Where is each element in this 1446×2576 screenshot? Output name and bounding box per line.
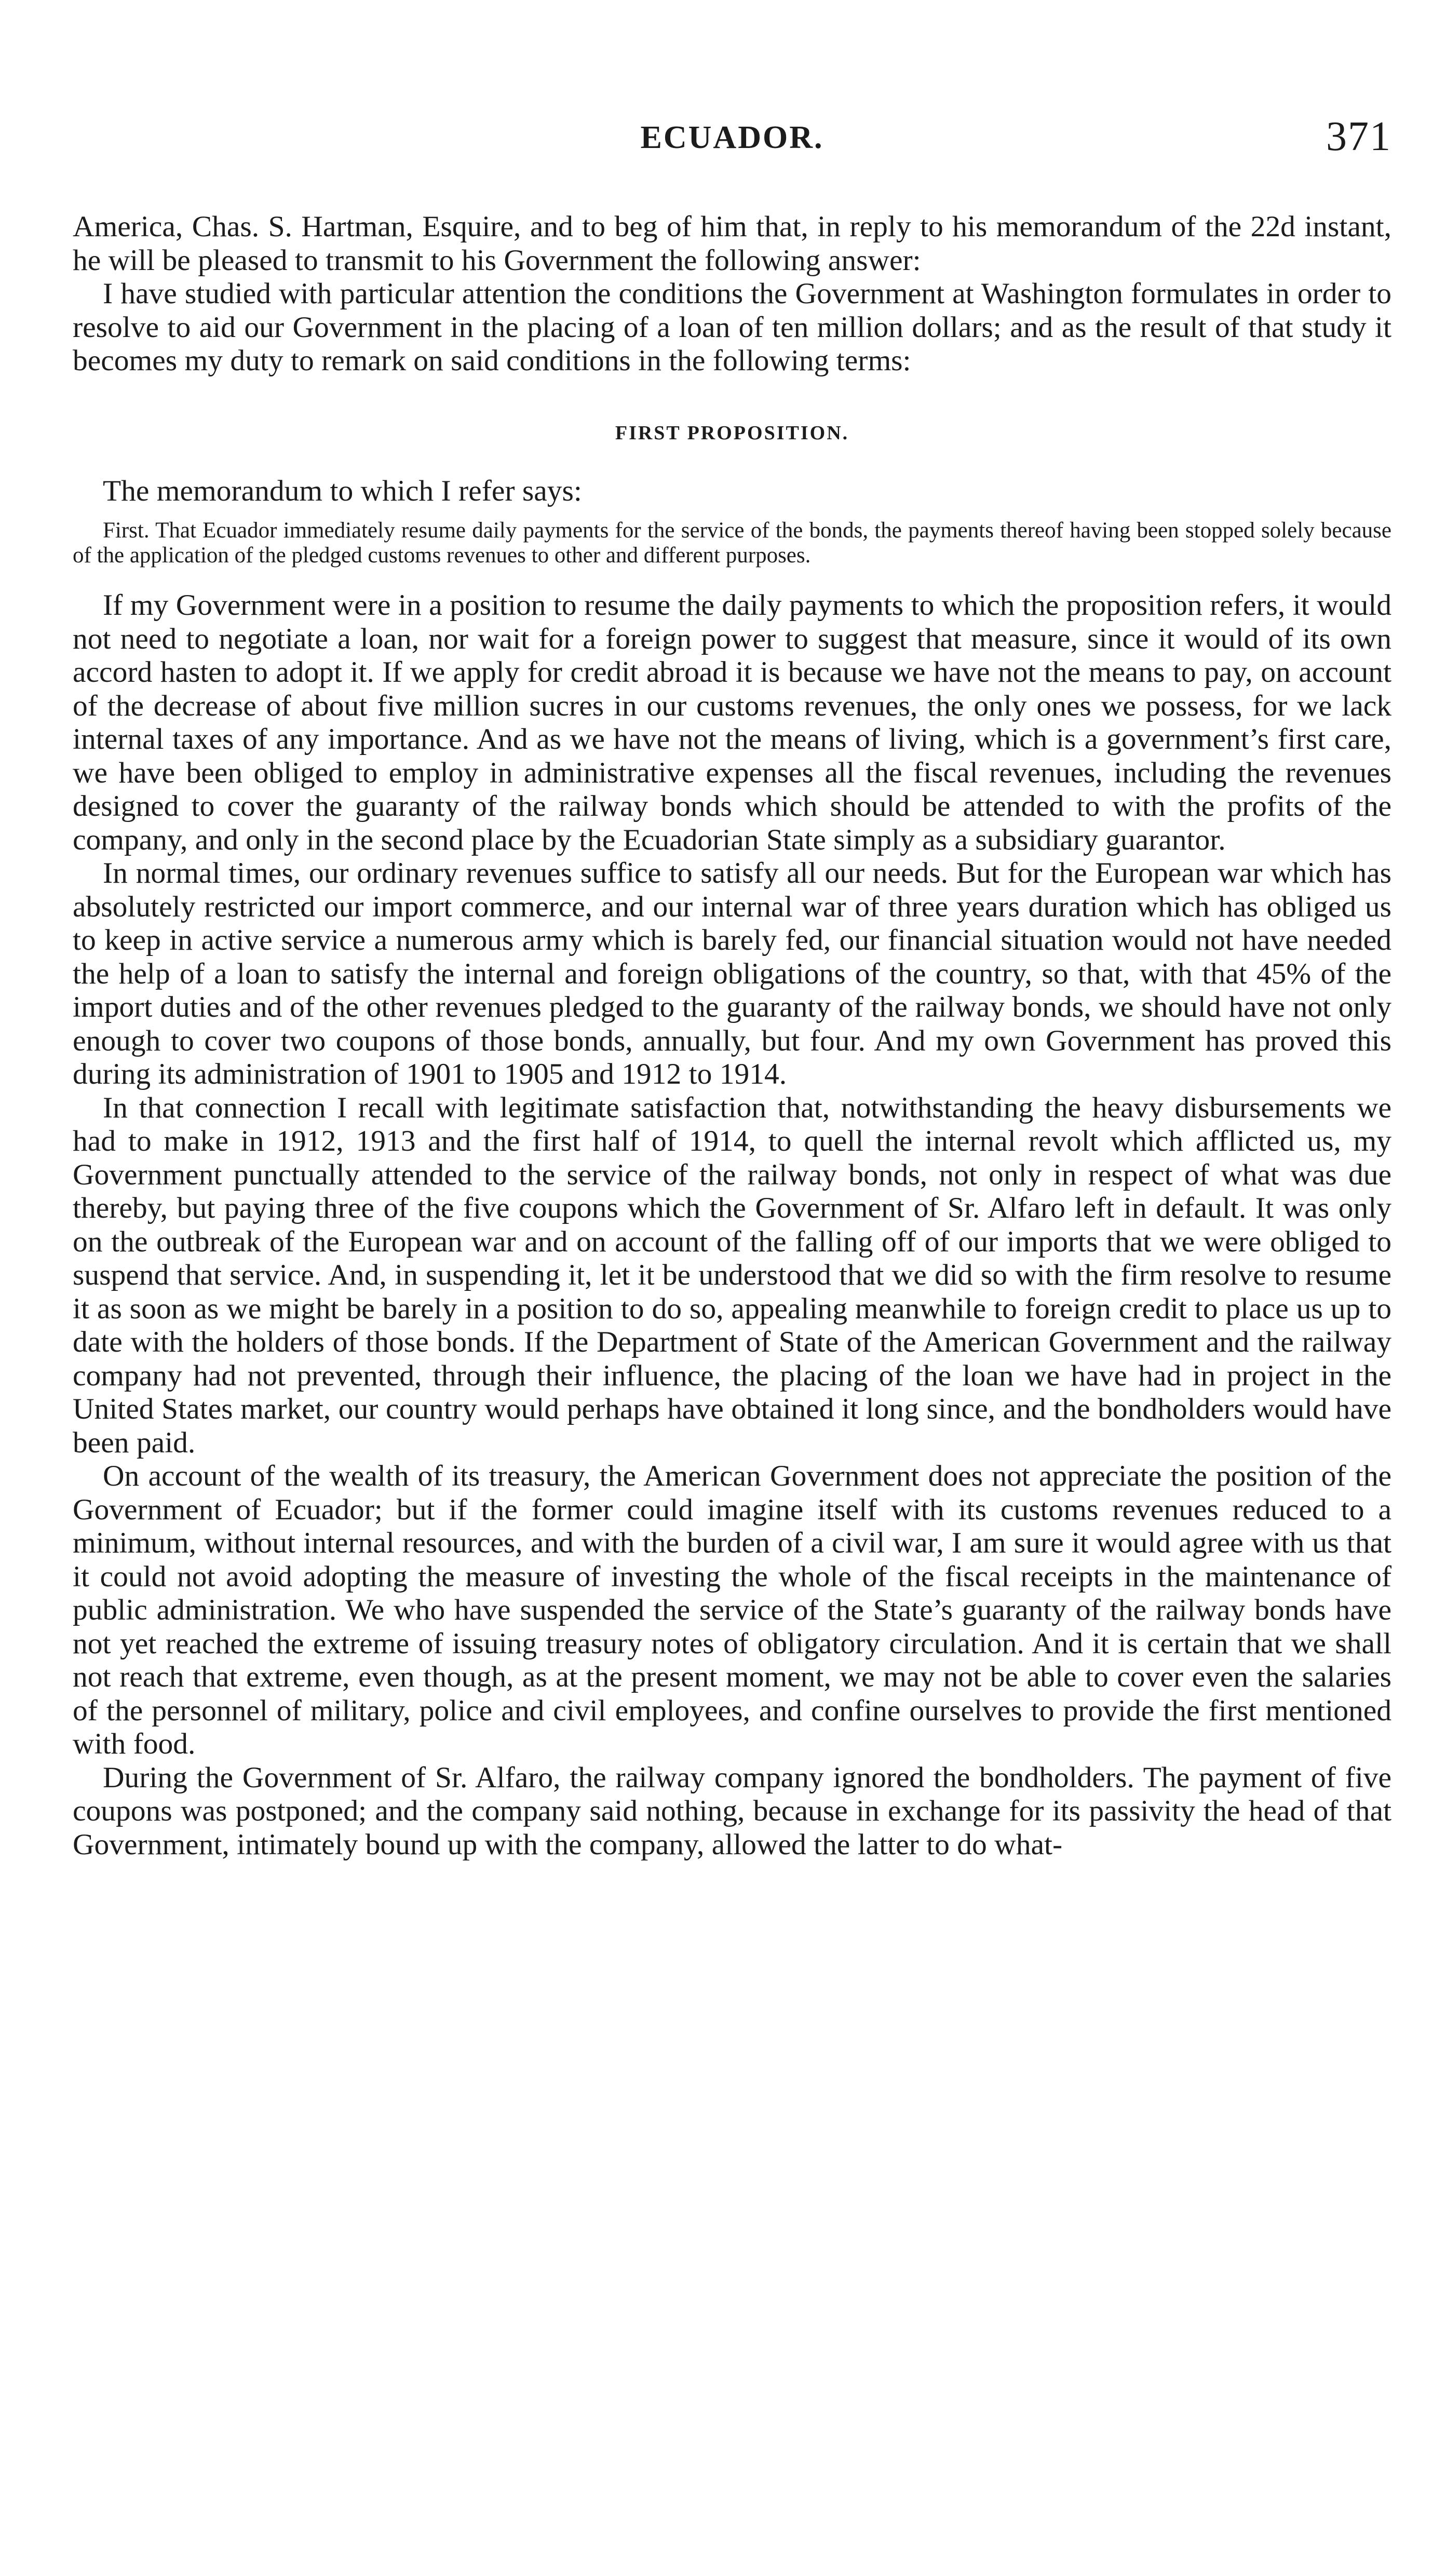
running-head (73, 114, 1391, 166)
section-heading: FIRST PROPOSITION. (615, 422, 849, 444)
quoted-proposition: First. That Ecuador immediately resume daily payments for the service of the bonds, the payments thereof having been stopped solely because of the application of the pledged customs revenues to other and different purposes. (73, 518, 1391, 568)
paragraph-daily-payments: If my Government were in a position to resume the daily payments to which the proposition refers, it would not need to negotiate a loan, nor wait for a foreign power to suggest that measure, since it would of its own accord hasten to adopt it. If we apply for credit abroad it is because we have not the means to pay, on account of the decrease of about five million sucres in our customs revenues, the only ones we possess, for we lack internal taxes of any importance. And as we have not the means of living, which is a government’s first care, we have been obliged to employ in administrative expenses all the fiscal revenues, including the revenues designed to cover the guaranty of the railway bonds which should be attended to with the profits of the company, and only in the second place by the Ecuadorian State simply as a subsidiary guarantor. (73, 589, 1391, 856)
running-title: ECUADOR. (640, 120, 824, 155)
paragraph-legitimate-satisfaction: In that connection I recall with legitimate satisfaction that, notwithstanding the heavy disbursements we had to make in 1912, 1913 and the first half of 1914, to quell the internal revolt which afflicted us, my Government punctually attended to the service of the railway bonds, not only in respect of what was due thereby, but paying three of the five coupons which the Government of Sr. Alfaro left in default. It was only on the outbreak of the European war and on account of the falling off of our imports that we were obliged to suspend that service. And, in suspending it, let it be understood that we did so with the firm resolve to resume it as soon as we might be barely in a position to do so, appealing meanwhile to foreign credit to place us up to date with the holders of those bonds. If the Department of State of the American Government and the railway company had not prevented, through their influence, the placing of the loan we have had in project in the United States market, our country would perhaps have obtained it long since, and the bondholders would have been paid. (73, 1091, 1391, 1459)
paragraph-study-of-conditions: I have studied with particular attention the conditions the Government at Washington formulates in order to resolve to aid our Government in the placing of a loan of ten million dollars; and as the result of that study it becomes my duty to remark on said conditions in the following terms: (73, 277, 1391, 377)
paragraph-alfaro-government: During the Government of Sr. Alfaro, the railway company ignored the bondholders. The payment of five coupons was postponed; and the company said nothing, because in exchange for its passivity the head of that Government, intimately bound up with the company, allowed the latter to do what- (73, 1761, 1391, 1861)
text-block (73, 210, 1391, 1862)
memorandum-intro: The memorandum to which I refer says: (103, 474, 582, 507)
paragraph-continuation: America, Chas. S. Hartman, Esquire, and to beg of him that, in reply to his memorandum of the 22d instant, he will be pleased to transmit to his Government the following answer: (73, 210, 1391, 277)
paragraph-normal-times: In normal times, our ordinary revenues suffice to satisfy all our needs. But for the European war which has absolutely restricted our import commerce, and our internal war of three years duration which has obliged us to keep in active service a numerous army which is barely fed, our financial situation would not have needed the help of a loan to satisfy the internal and foreign obligations of the country, so that, with that 45% of the import duties and of the other revenues pledged to the guaranty of the railway bonds, we should have not only enough to cover two coupons of those bonds, annually, but four. And my own Government has proved this during its administration of 1901 to 1905 and 1912 to 1914. (73, 857, 1391, 1090)
page-number: 371 (1326, 114, 1391, 159)
paragraph-wealth-of-treasury: On account of the wealth of its treasury, the American Government does not appreciate the position of the Government of Ecuador; but if the former could imagine itself with its customs revenues reduced to a minimum, without internal resources, and with the burden of a civil war, I am sure it would agree with us that it could not avoid adopting the measure of investing the whole of the fiscal receipts in the maintenance of public administration. We who have suspended the service of the State’s guaranty of the railway bonds have not yet reached the extreme of issuing treasury notes of obligatory circulation. And it is certain that we shall not reach that extreme, even though, as at the present moment, we may not be able to cover even the salaries of the personnel of military, police and civil employees, and confine ourselves to provide the first mentioned with food. (73, 1460, 1391, 1760)
